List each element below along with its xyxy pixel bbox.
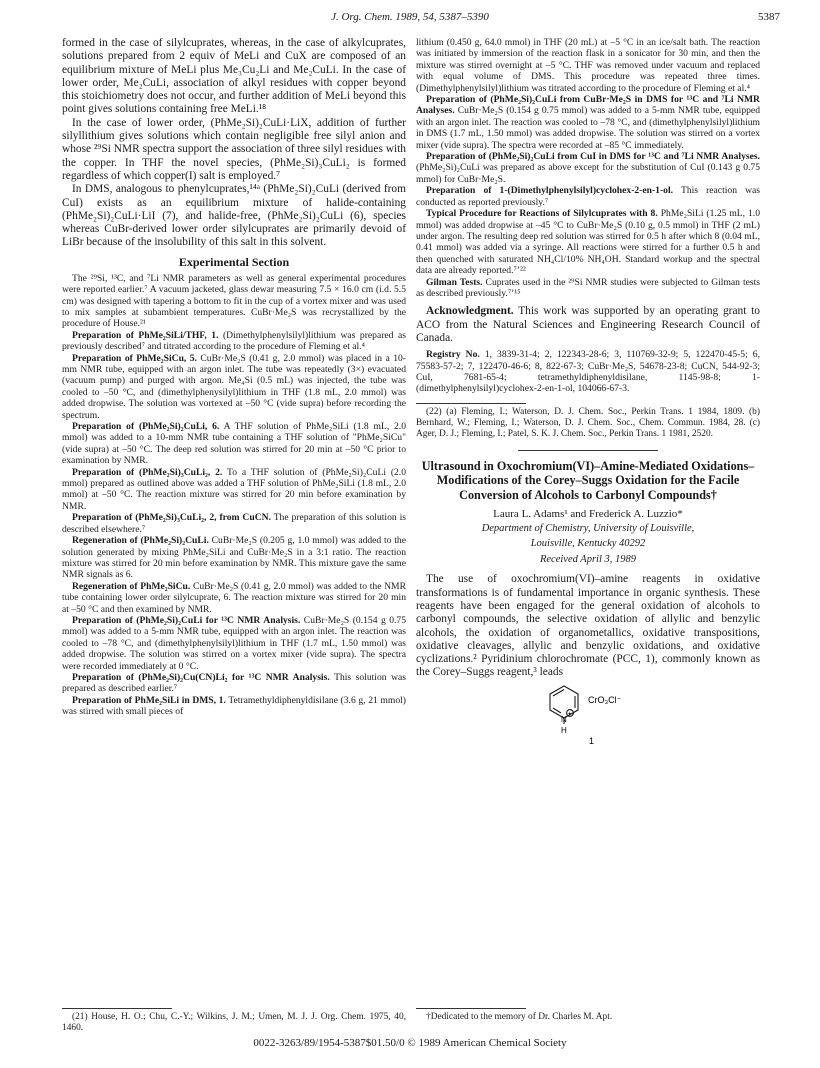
procedure-title: Typical Procedure for Reactions of Silylcuprates with 8. (426, 208, 658, 220)
procedure-title: Preparation of (PhMe₂Si)₂Cu(CN)Li₂ for ¹³C NMR Analysis. (72, 671, 330, 683)
procedure-body: CuBr·Me₂S (0.41 g, 2.0 mmol) was placed in a 10-mm NMR tube, equipped with an argon inlet. The tube was repeatedly (3×) evacuated (vacuum pump) and purged with argon. Me₄Si (0.5 mL) was injected, the tube was cooled to –50 °C, and (dimethylphenysilyl)lithium in THF (1.8 mL, 2.0 mmol) was added dropwise. The solution was vortexed at –50 °C (vide supra) before recording the spectrum. (62, 352, 406, 421)
procedure-body: Tetramethyldiphenyldisilane (3.6 g, 21 mmol) was stirred with small pieces of (62, 694, 406, 718)
ring-double-bond (553, 689, 564, 696)
footnote-rule (62, 1008, 172, 1009)
procedure-body: (PhMe₂Si)₂CuLi was prepared as above except for the substitution of CuI (0.143 g 0.75 mmol) for CuBr·Me₂S. (416, 162, 760, 185)
procedure-title: Preparation of (PhMe₂Si)₂CuLi from CuBr·Me₂S in DMS for ¹³C and ⁷Li NMR Analyses. (416, 94, 760, 117)
anion-label: CrO₃Cl⁻ (588, 694, 622, 705)
procedure-title: Regeneration of PhMe₂SiCu. (72, 580, 191, 592)
procedure-title: Preparation of (PhMe₂Si)₂CuLi for ¹³C NMR Analysis. (72, 614, 301, 626)
plus-sign: + (567, 710, 572, 718)
procedure-body: CuBr·Me₂S (0.41 g, 2.0 mmol) was added to the NMR tube containing lower order silylcuprate, 6. The reaction mixture was stirred for 20 min at –50 °C and then examined by NMR. (62, 580, 406, 615)
procedure-body: CuBr·Me₂S (0.205 g, 1.0 mmol) was added to the solution generated by mixing PhMe₂SiLi and CuBr·Me₂S in a 3:1 ratio. The reaction mixture was stirred for 20 min before examination by NMR. This mixture gave the same NMR signals as 6. (62, 535, 406, 581)
registry-title: Registry No. (426, 349, 480, 361)
page-footer: 0022-3263/89/1954-5387$01.50/0 © 1989 American Chemical Society (253, 1037, 567, 1049)
procedure-paragraph (62, 672, 406, 695)
procedure-paragraph (416, 94, 760, 151)
procedure-title: Gilman Tests. (426, 276, 483, 288)
procedure-paragraph (62, 615, 406, 672)
dedication-footnote: †Dedicated to the memory of Dr. Charles M. Apt. (426, 1012, 613, 1022)
left-column (62, 37, 406, 718)
compound-number: 1 (589, 735, 595, 746)
procedure-paragraph (62, 330, 406, 353)
procedure-body: To a THF solution of (PhMe₂Si)₂CuLi (2.0 mmol) prepared as outlined above was added a THF solution of PhMe₂SiLi (1.8 mL, 2.0 mmol) at –50 °C. The reaction mixture was stirred for 20 min before examination by NMR. (62, 466, 407, 512)
ring-n-label: N (561, 714, 567, 724)
procedure-body: This reaction was conducted as reported previously.⁷ (416, 185, 761, 208)
procedure-title: Preparation of 1-(Dimethylphenylsilyl)cyclohex-2-en-1-ol. (426, 185, 674, 197)
paragraph: In DMS, analogous to phenylcuprates,¹⁴ᵃ (PhMe₂Si)₂CuLi (derived from CuI) exists as an equilibrium mixture of halide-containing (PhMe₂Si)₂CuLi·LiI (7), and halide-free, (PhMe₂Si)₂CuLi (6), species whereas CuBr-derived lower order silylcuprates are primarily devoid of LiBr because of the insolubility of this salt in this solvent. (62, 183, 406, 249)
paragraph: formed in the case of silylcuprates, whereas, in the case of alkylcuprates, solutions prepared from 2 equiv of MeLi and CuX are composed of an equilibrium mixture of MeLi plus Me₃Cu₂Li and Me₂CuLi. In the case of lower order, Me₂CuLi, association of alkyl residues with copper beyond this stoichiometry does not occur, and further addition of MeLi beyond this point gives solutions containing free MeLi.¹⁸ (62, 37, 406, 116)
pcc-structure (416, 680, 760, 748)
procedure-body: Cuprates used in the ²⁹Si NMR studies were subjected to Gilman tests as described previously.⁷ʼ¹⁵ (416, 276, 761, 299)
procedure-paragraph (416, 185, 760, 208)
footnote-rule (416, 403, 526, 404)
procedure-paragraph (62, 581, 406, 615)
ack-body: This work was supported by an operating grant to ACO from the Natural Sciences and Engineering Research Council of Canada. (416, 305, 760, 344)
registry-numbers (416, 349, 760, 395)
ring-h-label: H (561, 725, 567, 735)
procedure-title: Preparation of PhMe₂SiLi in DMS, 1. (72, 694, 226, 706)
affiliation-line-1: Department of Chemistry, University of Louisville, (481, 523, 695, 535)
procedure-body: A THF solution of PhMe₂SiLi (1.8 mL, 2.0 mmol) was added to a 10-mm NMR tube containing a THF solution of "PhMe₂SiCu" (vide supra) at –50 °C. The deep red solution was stirred for 20 min at –50 °C prior to examination by NMR. (62, 421, 406, 467)
article-authors: Laura L. Adams¹ and Frederick A. Luzzio* (493, 508, 683, 521)
procedure-title: Preparation of (PhMe₂Si)₃CuLi₂, 2. (72, 466, 223, 478)
footnote-rule (416, 1008, 526, 1009)
procedure-paragraph (62, 512, 406, 535)
article-title: Ultrasound in Oxochromium(VI)–Amine-Mediated Oxidations–Modifications of the Corey–Suggs Oxidation for the Facile Conversion of Alcohols to Carbonyl Compounds† (421, 458, 755, 502)
procedure-paragraph (62, 535, 406, 581)
procedure-body: PhMe₂SiLi (1.25 mL, 1.0 mmol) was added dropwise at –45 °C to CuBr·Me₂S (0.10 g, 0.5 mmol) in THF (2 mL) under argon. The resulting deep red solution was stirred for 0.5 h after which 8 (0.04 mL, 0.41 mmol) was added via a syringe. All reactions were stirred for a further 0.5 h and then quenched with saturated NH₄Cl/10% NH₄OH. Standard workup and the spectral data are already reported.⁷ʼ²² (416, 208, 761, 277)
article-divider (518, 450, 658, 451)
ack-title: Acknowledgment. (426, 305, 514, 318)
journal-citation: J. Org. Chem. 1989, 54, 5387–5390 (331, 11, 489, 23)
procedure-title: Preparation of (PhMe₂Si)₂CuLi from CuI in DMS for ¹³C and ⁷Li NMR Analyses. (426, 151, 760, 163)
procedure-paragraph (416, 208, 760, 276)
left-footnotes (62, 1000, 406, 1034)
procedure-title: Preparation of PhMe₂SiCu, 5. (72, 352, 197, 364)
procedure-paragraph (62, 421, 406, 467)
paragraph: The ²⁹Si, ¹³C, and ⁷Li NMR parameters as well as general experimental procedures were reported earlier.⁷ A vacuum jacketed, glass dewar measuring 7.5 × 16.0 cm (i.d. 5.5 cm) was designed with tapering a bottom to fit in the cup of a vortex mixer and was used to mix samples at subambient temperatures. CuBr·Me₂S was recrystallized by the procedure of House.²¹ (62, 272, 406, 330)
procedure-title: Preparation of (PhMe₂Si)₃CuLi₂, 2, from CuCN. (72, 512, 271, 524)
intro-paragraph: The use of oxochromium(VI)–amine reagents in oxidative transformations is of fundamental importance in organic synthesis. These reagents have been engaged for the general oxidation of alcohols to carbonyl compounds, the selective oxidation of allylic and benzylic alcohols, the oxidation of organometallics, oxidative transpositions, oxidative cleavages, allylic and benzylic oxidations, and oxidative cyclizations.² Pyridinium chlorochromate (PCC, 1), commonly known as the Corey–Suggs reagent,³ leads (416, 573, 760, 679)
pyridinium-ring-drawing (416, 680, 760, 748)
procedure-paragraph (62, 353, 406, 421)
affiliation-line-2: Louisville, Kentucky 40292 (530, 537, 646, 549)
footnote-22: (22) (a) Fleming, I.; Waterson, D. J. Chem. Soc., Perkin Trans. 1 1984, 1809. (b) Bernhard, W.; Fleming, I.; Waterson, D. J. Chem. Soc., Chem. Commun. 1984, 28. (c) Ager, D. J.; Fleming, I.; Patel, S. K. J. Chem. Soc., Perkin Trans. 1 1981, 2520. (416, 406, 760, 439)
paragraph: lithium (0.450 g, 64.0 mmol) in THF (20 mL) at –5 °C in an ice/salt bath. The reaction was initiated by immersion of the reaction flask in a sonicator for 30 min, and then the mixture was stirred overnight at –5 °C. THF was removed under vacuum and replaced with equal volume of DMS. This procedure was repeated three times. (Dimethylphenylsilyl)lithium was titrated according to the procedure of Fleming et al.⁴ (416, 37, 760, 94)
procedure-paragraph (416, 277, 760, 300)
procedure-title: Preparation of PhMe₂SiLi/THF, 1. (72, 329, 219, 341)
running-header (0, 11, 820, 27)
procedure-body: CuBr·Me₂S (0.154 g 0.75 mmol) was added to a 5-mm NMR tube, equipped with an argon inlet. The reaction was cooled to –78 °C, and (dimethylphenylsilyl)lithium in THF (1.7 mL, 1.50 mmol) was added dropwise. The solution was stirred on a vortex mixer (vide supra). The spectra were recorded immediately at 0 °C. (62, 614, 406, 672)
section-heading: Experimental Section (178, 254, 290, 269)
procedure-body: CuBr·Me₂S (0.154 g 0.75 mmol) was added to a 5-mm NMR tube, equipped with an argon inlet. The reaction was cooled to –78 °C, and (dimethylphenylsilyl)lithium in DMS (1.7 mL, 1.50 mmol) was added dropwise. The solution was stirred on a vortex mixer (vide supra). The spectra were recorded at –85 °C immediately. (416, 105, 760, 151)
procedure-body: This solution was prepared as described earlier.⁷ (62, 671, 406, 695)
procedure-paragraph (62, 695, 406, 718)
right-footnotes (416, 1000, 760, 1023)
procedure-paragraph (416, 151, 760, 185)
footnote-21: (21) House, H. O.; Chu, C.-Y.; Wilkins, J. M.; Umen, M. J. J. Org. Chem. 1975, 40, 1460. (62, 1012, 406, 1033)
received-date: Received April 3, 1989 (539, 554, 637, 566)
page-number: 5387 (758, 11, 780, 23)
procedure-body: (Dimethylphenylsilyl)lithium was prepared as previously described⁷ and titrated according to the procedure of Fleming et al.⁴ (62, 329, 406, 353)
right-column (416, 37, 760, 748)
procedure-title: Regeneration of (PhMe₂Si)₂CuLi. (72, 535, 209, 547)
procedure-body: The preparation of this solution is described elsewhere.⁷ (62, 512, 406, 535)
procedure-title: Preparation of (PhMe₂Si)₂CuLi, 6. (72, 421, 220, 433)
registry-body: 1, 3839-31-4; 2, 122343-28-6; 3, 110769-32-9; 5, 122470-45-5; 6, 75583-57-2; 7, 122470-46-6; 8, 822-67-3; CuBr·Me₂S, 54678-23-8; CuCN, 544-92-3; CuI, 7681-65-4; tetramethyldiphenyldisilane, 1145-98-8; 1-(dimethylphenylsilyl)cyclohex-2-en-1-ol, 104066-67-3. (416, 349, 760, 395)
procedure-paragraph (62, 467, 406, 513)
paragraph: In the case of lower order, (PhMe₂Si)₂CuLi·LiX, addition of further silyllithium gives solutions which contain negligible free silyl anion and whose ²⁹Si NMR spectra support the association of three silyl residues with the copper. In THF the novel species, (PhMe₂Si)₃CuLi₂ is formed regardless of which copper(I) salt is employed.⁷ (62, 116, 406, 182)
acknowledgment (416, 305, 760, 345)
